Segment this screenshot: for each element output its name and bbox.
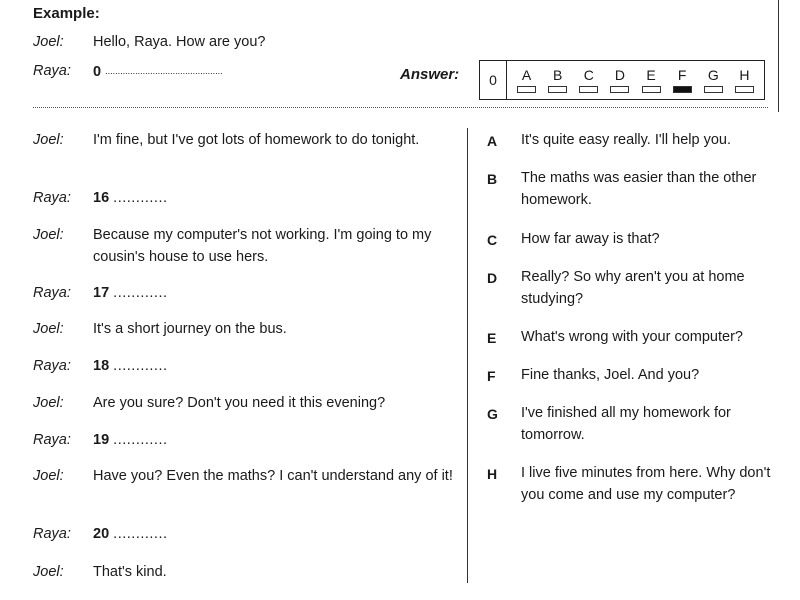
gap-blank: ............ xyxy=(113,432,168,448)
gap-blank: ............ xyxy=(113,285,168,301)
answer-gap-20 xyxy=(93,523,168,545)
dialogue-speaker: Joel: xyxy=(33,395,64,411)
answer-gap-17 xyxy=(93,282,168,304)
answer-options xyxy=(507,61,764,99)
dialogue-speaker: Joel: xyxy=(33,132,64,148)
dialogue-speaker: Raya: xyxy=(33,190,71,206)
example-number: 0 xyxy=(93,64,102,80)
dialogue-line: Are you sure? Don't you need it this evening? xyxy=(93,395,386,411)
answer-option-letter: A xyxy=(521,66,532,83)
answer-gap-16 xyxy=(93,187,168,209)
answer-bubble[interactable] xyxy=(579,86,598,93)
answer-option-letter: E xyxy=(646,66,656,83)
option-text-h: I live five minutes from here. Why don't you come and use my computer? xyxy=(521,465,771,503)
dialogue-speaker: Raya: xyxy=(33,285,71,301)
dialogue-line: Have you? Even the maths? I can't understand any of it! xyxy=(93,468,453,484)
option-letter-h: H xyxy=(487,466,498,482)
answer-option-h[interactable] xyxy=(729,61,760,99)
example-speaker-joel: Joel: xyxy=(33,34,64,50)
dialogue-speaker: Joel: xyxy=(33,227,64,243)
option-letter-g: G xyxy=(487,406,498,422)
dialogue-line: Because my computer's not working. I'm going to my cousin's house to use hers. xyxy=(93,227,432,265)
answer-zero: 0 xyxy=(480,61,507,99)
gap-blank: ............ xyxy=(113,526,168,542)
dialogue-speaker: Joel: xyxy=(33,321,64,337)
option-text-f: Fine thanks, Joel. And you? xyxy=(521,367,700,383)
example-speaker-raya: Raya: xyxy=(33,63,71,79)
gap-blank: ............ xyxy=(113,190,168,206)
option-letter-e: E xyxy=(487,330,497,346)
answer-bubble[interactable] xyxy=(735,86,754,93)
option-letter-b: B xyxy=(487,171,498,187)
example-line-raya xyxy=(93,60,223,83)
option-letter-f: F xyxy=(487,368,496,384)
answer-gap-18 xyxy=(93,355,168,377)
answer-option-g[interactable] xyxy=(698,61,729,99)
option-letter-d: D xyxy=(487,270,498,286)
option-letter-c: C xyxy=(487,232,498,248)
answer-option-letter: G xyxy=(707,66,719,83)
answer-gap-19 xyxy=(93,429,168,451)
dialogue-line: I'm fine, but I've got lots of homework to do tonight. xyxy=(93,132,420,148)
answer-option-b[interactable] xyxy=(542,61,573,99)
answer-option-f[interactable] xyxy=(667,61,698,99)
answer-option-c[interactable] xyxy=(573,61,604,99)
option-text-c: How far away is that? xyxy=(521,231,660,247)
answer-bubble-filled[interactable] xyxy=(673,86,692,93)
option-text-b: The maths was easier than the other homework. xyxy=(521,170,757,208)
dialogue-line: It's a short journey on the bus. xyxy=(93,321,287,337)
example-heading: Example: xyxy=(33,5,100,22)
gap-number: 17 xyxy=(93,285,110,301)
answer-bubble[interactable] xyxy=(642,86,661,93)
answer-grid xyxy=(479,60,765,100)
option-text-a: It's quite easy really. I'll help you. xyxy=(521,132,731,148)
gap-number: 19 xyxy=(93,432,110,448)
gap-number: 18 xyxy=(93,358,110,374)
dialogue-speaker: Raya: xyxy=(33,432,71,448)
answer-option-letter: B xyxy=(553,66,563,83)
dotted-separator xyxy=(33,107,768,108)
answer-option-letter: C xyxy=(583,66,594,83)
option-text-d: Really? So why aren't you at home studying? xyxy=(521,269,745,307)
answer-option-d[interactable] xyxy=(604,61,635,99)
answer-option-letter: H xyxy=(739,66,750,83)
option-letter-a: A xyxy=(487,133,498,149)
answer-option-e[interactable] xyxy=(636,61,667,99)
answer-option-letter: D xyxy=(614,66,625,83)
frame-edge xyxy=(778,0,779,112)
dialogue-speaker: Joel: xyxy=(33,564,64,580)
answer-bubble[interactable] xyxy=(517,86,536,93)
example-line-joel: Hello, Raya. How are you? xyxy=(93,34,266,50)
answer-bubble[interactable] xyxy=(704,86,723,93)
answer-bubble[interactable] xyxy=(610,86,629,93)
dialogue-line: That's kind. xyxy=(93,564,167,580)
column-divider xyxy=(467,128,468,583)
gap-number: 16 xyxy=(93,190,110,206)
option-text-g: I've finished all my homework for tomorrow. xyxy=(521,405,731,443)
answer-option-a[interactable] xyxy=(511,61,542,99)
answer-label: Answer: xyxy=(400,66,460,83)
answer-option-letter: F xyxy=(677,66,687,83)
dialogue-speaker: Raya: xyxy=(33,526,71,542)
example-blank: ............................................... xyxy=(105,66,223,76)
option-text-e: What's wrong with your computer? xyxy=(521,329,743,345)
gap-number: 20 xyxy=(93,526,110,542)
dialogue-speaker: Raya: xyxy=(33,358,71,374)
dialogue-speaker: Joel: xyxy=(33,468,64,484)
answer-bubble[interactable] xyxy=(548,86,567,93)
gap-blank: ............ xyxy=(113,358,168,374)
